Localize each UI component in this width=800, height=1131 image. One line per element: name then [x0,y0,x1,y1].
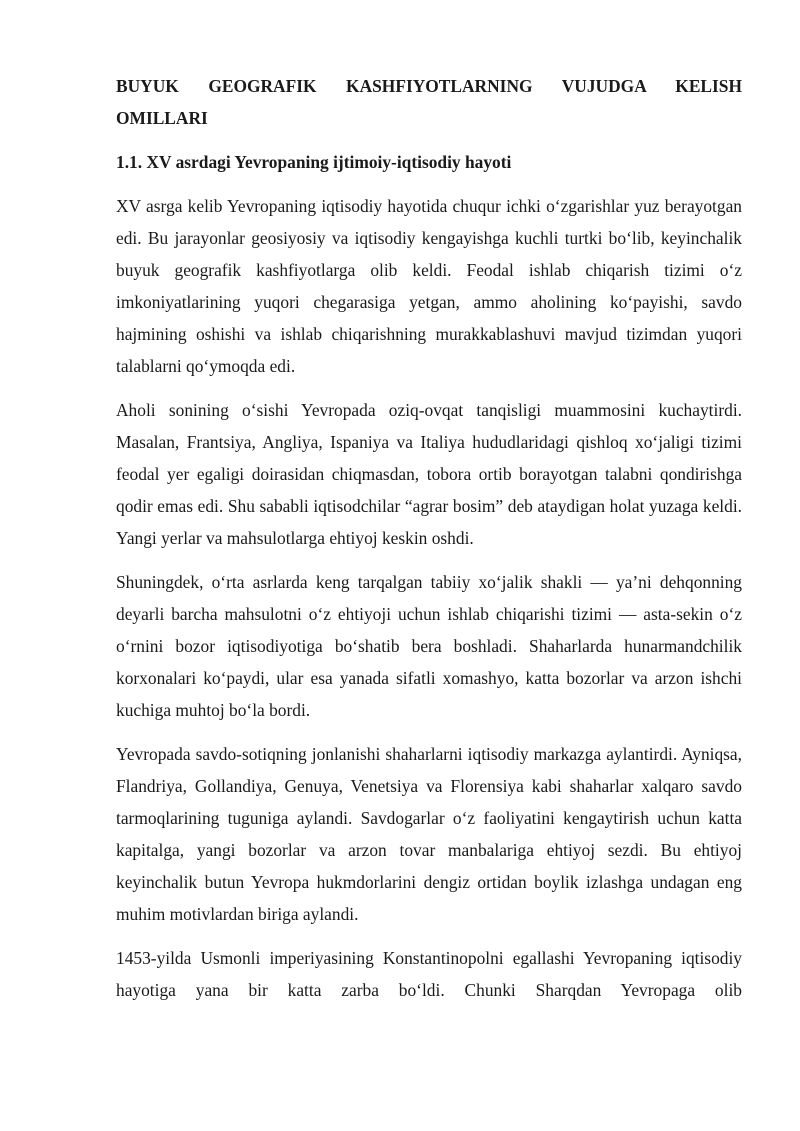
paragraph-3: Shuningdek, o‘rta asrlarda keng tarqalgan tabiiy xo‘jalik shakli — ya’ni dehqonning deyarli barcha mahsulotni o‘z ehtiyoji uchun ishlab chiqarishi tizimi — asta-sekin o‘z o‘rnini bozor iqtisodiyotiga bo‘shatib bera boshladi. Shaharlarda hunarmandchilik korxonalari ko‘paydi, ular esa yanada sifatli xomashyo, katta bozorlar va arzon ishchi kuchiga muhtoj bo‘la bordi. [116,572,742,720]
document-title-line-1: BUYUK GEOGRAFIK KASHFIYOTLARNING VUJUDGA KELISH [116,76,742,96]
document-title [116,70,742,134]
paragraph-2: Aholi sonining o‘sishi Yevropada oziq-ovqat tanqisligi muammosini kuchaytirdi. Masalan, Frantsiya, Angliya, Ispaniya va Italiya hududlaridagi qishloq xo‘jaligi tizimi feodal yer egaligi doirasidan chiqmasdan, tobora ortib borayotgan talabni qondirishga qodir emas edi. Shu sababli iqtisodchilar “agrar bosim” deb ataydigan holat yuzaga keldi. Yangi yerlar va mahsulotlarga ehtiyoj keskin oshdi. [116,400,742,548]
section-heading: 1.1. XV asrdagi Yevropaning ijtimoiy-iqtisodiy hayoti [116,152,512,172]
paragraph-4: Yevropada savdo-sotiqning jonlanishi shaharlarni iqtisodiy markazga aylantirdi. Ayniqsa, Flandriya, Gollandiya, Genuya, Venetsiya va Florensiya kabi shaharlar xalqaro savdo tarmoqlarining tuguniga aylandi. Savdogarlar o‘z faoliyatini kengaytirish uchun katta kapitalga, yangi bozorlar va arzon tovar manbalariga ehtiyoj sezdi. Bu ehtiyoj keyinchalik butun Yevropa hukmdorlarini dengiz ortidan boylik izlashga undagan eng muhim motivlardan biriga aylandi. [116,744,742,924]
document-title-line-2: OMILLARI [116,108,208,128]
document-page [116,70,742,1018]
paragraph-5: 1453-yilda Usmonli imperiyasining Konstantinopolni egallashi Yevropaning iqtisodiy hayotiga yana bir katta zarba bo‘ldi. Chunki Sharqdan Yevropaga olib [116,948,742,1000]
paragraph-1: XV asrga kelib Yevropaning iqtisodiy hayotida chuqur ichki o‘zgarishlar yuz berayotgan edi. Bu jarayonlar geosiyosiy va iqtisodiy kengayishga kuchli turtki bo‘lib, keyinchalik buyuk geografik kashfiyotlarga olib keldi. Feodal ishlab chiqarish tizimi o‘z imkoniyatlarining yuqori chegarasiga yetgan, ammo aholining ko‘payishi, savdo hajmining oshishi va ishlab chiqarishning murakkablashuvi mavjud tizimdan yuqori talablarni qo‘ymoqda edi. [116,196,742,376]
